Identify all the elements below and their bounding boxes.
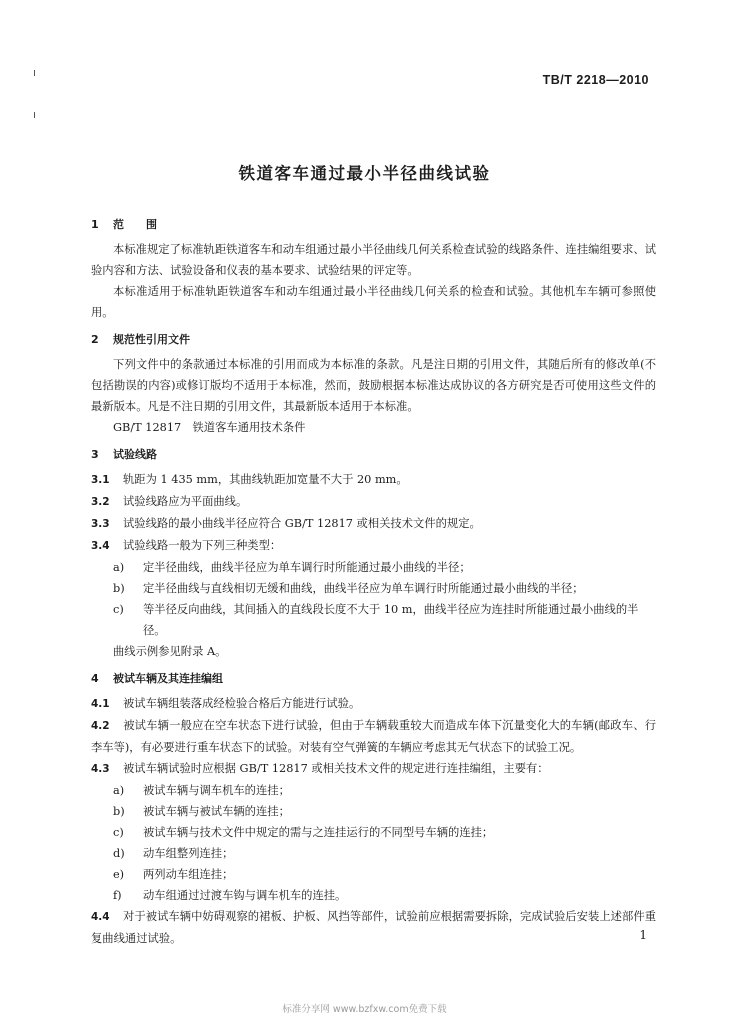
list-item-4-3-f: f) 动车组通过过渡车钩与调车机车的连挂。 bbox=[113, 889, 347, 902]
list-item-3-4-c: c) 等半径反向曲线，其间插入的直线段长度不大于 10 m，曲线半径应为连挂时所能通过最小曲线的半径。 bbox=[113, 603, 639, 637]
document-title: 铁道客车通过最小半径曲线试验 bbox=[238, 164, 491, 183]
normative-reference: GB/T 12817 铁道客车通用技术条件 bbox=[113, 421, 306, 434]
section-1-paragraph-2: 本标准适用于标准轨距铁道客车和动车组通过最小半径曲线几何关系的检查和试验。其他机车车辆可参照使用。 bbox=[91, 285, 656, 319]
list-item-4-3-b: b) 被试车辆与被试车辆的连挂； bbox=[113, 805, 290, 818]
section-1-paragraph-1: 本标准规定了标准轨距铁道客车和动车组通过最小半径曲线几何关系检查试验的线路条件、连挂编组要求、试验内容和方法、试验设备和仪表的基本要求、试验结果的评定等。 bbox=[91, 243, 656, 277]
scan-mark bbox=[34, 70, 35, 76]
list-item-4-3-a: a) 被试车辆与调车机车的连挂； bbox=[113, 784, 290, 797]
clause-4-4: 4.4 对于被试车辆中妨碍观察的裙板、护板、风挡等部件，试验前应根据需要拆除，完成试验后安装上述部件重复曲线通过试验。 bbox=[91, 910, 656, 945]
site-watermark: 标准分享网 www.bzfxw.com免费下载 bbox=[282, 1004, 447, 1015]
section-heading-2: 2 规范性引用文件 bbox=[91, 333, 190, 346]
clause-4-2: 4.2 被试车辆一般应在空车状态下进行试验，但由于车辆载重较大而造成车体下沉量变化大的车辆(邮政车、行李车等)，有必要进行重车状态下的试验。对装有空气弹簧的车辆应考虑其无气状态下的试验工况。 bbox=[91, 719, 656, 754]
section-2-paragraph-1: 下列文件中的条款通过本标准的引用而成为本标准的条款。凡是注日期的引用文件，其随后所有的修改单(不包括勘误的内容)或修订版均不适用于本标准，然而，鼓励根据本标准达成协议的各方研究是否可使用这些文件的最新版本。凡是不注日期的引用文件，其最新版本适用于本标准。 bbox=[91, 358, 656, 413]
clause-3-3: 3.3 试验线路的最小曲线半径应符合 GB/T 12817 或相关技术文件的规定。 bbox=[91, 517, 481, 530]
clause-3-4: 3.4 试验线路一般为下列三种类型： bbox=[91, 539, 282, 552]
section-heading-4: 4 被试车辆及其连挂编组 bbox=[91, 672, 223, 685]
clause-4-3: 4.3 被试车辆试验时应根据 GB/T 12817 或相关技术文件的规定进行连挂编组，主要有： bbox=[91, 762, 549, 775]
annex-note: 曲线示例参见附录 A。 bbox=[113, 645, 227, 658]
standard-code: TB/T 2218—2010 bbox=[542, 73, 649, 87]
clause-3-2: 3.2 试验线路应为平面曲线。 bbox=[91, 495, 248, 508]
section-heading-1: 1 范 围 bbox=[91, 218, 157, 231]
list-item-3-4-a: a) 定半径曲线，曲线半径应为单车调行时所能通过最小曲线的半径； bbox=[113, 561, 471, 574]
list-item-4-3-e: e) 两列动车组连挂； bbox=[113, 868, 234, 881]
list-item-4-3-d: d) 动车组整列连挂； bbox=[113, 847, 234, 860]
list-item-4-3-c: c) 被试车辆与技术文件中规定的需与之连挂运行的不同型号车辆的连挂； bbox=[113, 826, 494, 839]
clause-3-1: 3.1 轨距为 1 435 mm，其曲线轨距加宽量不大于 20 mm。 bbox=[91, 473, 408, 486]
list-item-3-4-b: b) 定半径曲线与直线相切无缓和曲线，曲线半径应为单车调行时所能通过最小曲线的半径； bbox=[113, 582, 584, 595]
clause-4-1: 4.1 被试车辆组装落成经检验合格后方能进行试验。 bbox=[91, 697, 361, 710]
scan-mark bbox=[34, 112, 35, 118]
document-body bbox=[91, 214, 656, 949]
section-heading-3: 3 试验线路 bbox=[91, 448, 157, 461]
page-number: 1 bbox=[639, 928, 647, 942]
